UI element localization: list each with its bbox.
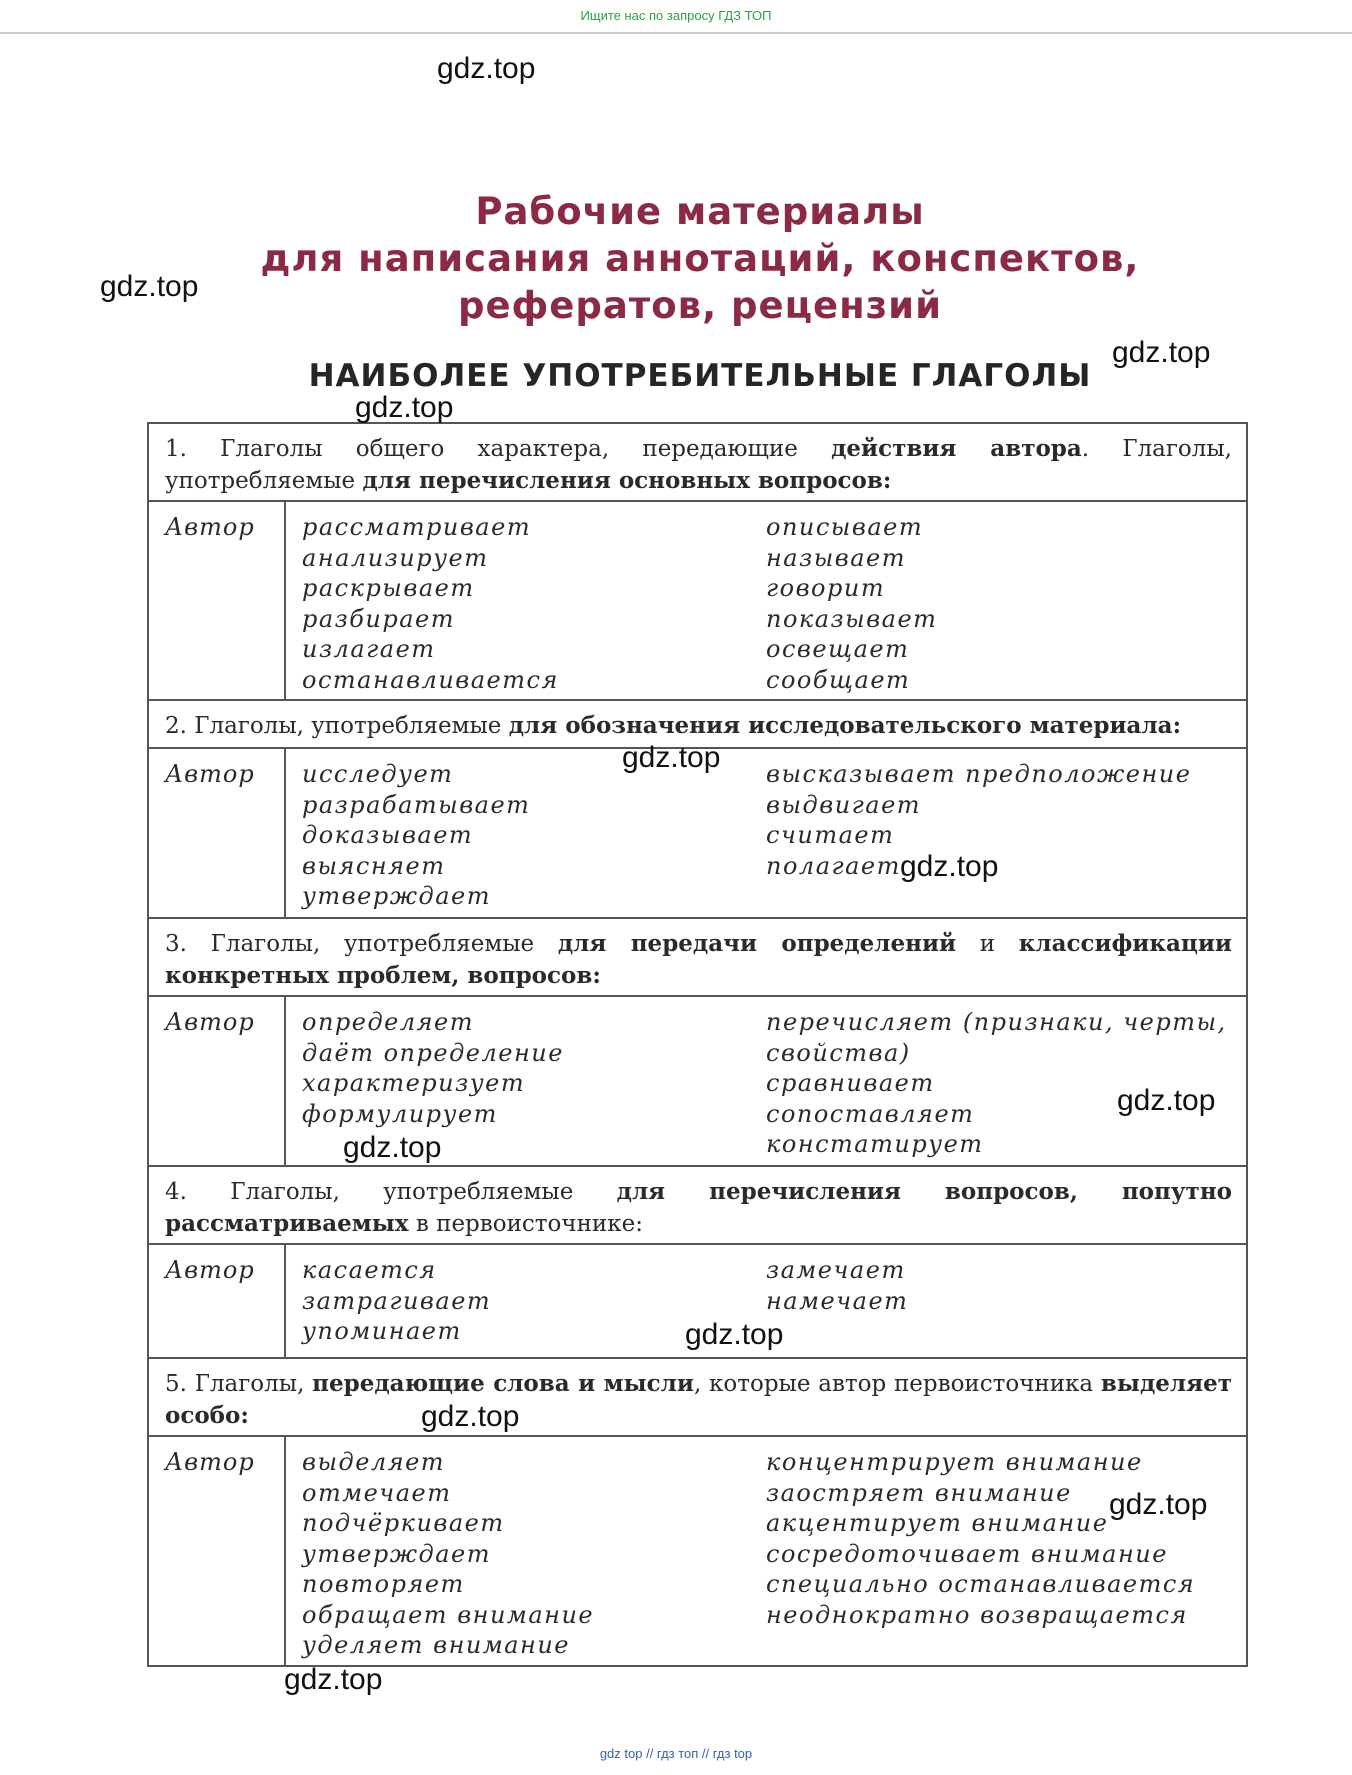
header-bold-text: выделяет особо:: [165, 1370, 1233, 1429]
verb-item: показывает: [766, 604, 938, 633]
verb-item: констатирует: [766, 1130, 984, 1158]
verb-item: исследует: [302, 760, 454, 788]
section-header: [149, 424, 1246, 502]
verb-item: формулирует: [302, 1099, 498, 1128]
top-banner-text: Ищите нас по запросу ГДЗ ТОП: [580, 8, 772, 23]
verb-column-left: [286, 1437, 766, 1665]
verb-item: высказывает предположение: [766, 760, 1192, 788]
verb-item: затрагивает: [302, 1286, 492, 1315]
author-label: Автор: [149, 997, 286, 1165]
watermark: gdz.top: [355, 391, 454, 424]
verb-item: говорит: [766, 574, 886, 602]
top-banner: [0, 0, 1352, 34]
verb-item: замечает: [766, 1256, 906, 1284]
watermark: gdz.top: [100, 270, 199, 303]
verb-item: заостряет внимание: [766, 1478, 1072, 1507]
author-label: Автор: [149, 1245, 286, 1357]
verb-item: сопоставляет: [766, 1099, 975, 1128]
header-bold-text: для обозначения исследовательского материала:: [508, 712, 1182, 739]
section-body: [149, 997, 1246, 1167]
header-text: и: [956, 931, 1019, 957]
verb-column-right: [766, 502, 1236, 699]
watermark: gdz.top: [343, 1131, 442, 1164]
verb-item: останавливается: [302, 665, 559, 694]
footer-text: gdz top // гдз топ // гдз top: [599, 1746, 753, 1761]
title-line: Рабочие материалы: [475, 190, 925, 233]
header-bold-text: для перечисления вопросов, попутно рассматриваемых: [165, 1178, 1232, 1237]
verb-item: доказывает: [302, 821, 474, 849]
section-subtitle: НАИБОЛЕЕ УПОТРЕБИТЕЛЬНЫЕ ГЛАГОЛЫ: [308, 358, 1092, 394]
verb-item: акцентирует внимание: [766, 1509, 1109, 1537]
verb-column-right: [766, 749, 1236, 917]
verb-item: повторяет: [302, 1570, 465, 1598]
verb-item: обращает внимание: [302, 1600, 595, 1629]
header-text: 4. Глаголы, употребляемые: [165, 1179, 617, 1205]
watermark: gdz.top: [622, 741, 721, 774]
watermark: gdz.top: [421, 1400, 520, 1433]
verb-item: определяет: [302, 1008, 475, 1036]
verb-item: подчёркивает: [302, 1509, 505, 1537]
section-body: [149, 502, 1246, 701]
verb-item: описывает: [766, 513, 924, 541]
verb-item: рассматривает: [302, 513, 532, 541]
author-label: Автор: [149, 1437, 286, 1665]
verb-column-left: [286, 502, 766, 699]
verb-item: полагает: [766, 851, 901, 880]
title-line: рефератов, рецензий: [457, 284, 943, 327]
section-header: [149, 919, 1246, 997]
verb-item: упоминает: [302, 1317, 462, 1345]
verb-item: перечисляет (признаки, черты,: [766, 1008, 1227, 1036]
verb-item: отмечает: [302, 1478, 452, 1507]
header-text: 5. Глаголы,: [165, 1371, 313, 1397]
header-text: 3. Глаголы, употребляемые: [165, 931, 558, 957]
verb-item: сообщает: [766, 665, 911, 694]
section-header: [149, 1167, 1246, 1245]
verb-item: анализирует: [302, 543, 489, 572]
verb-item: даёт определение: [302, 1038, 564, 1067]
verb-item: свойства): [766, 1038, 911, 1067]
verb-item: касается: [302, 1256, 437, 1284]
header-bold-text: передающие слова и мысли: [312, 1370, 694, 1397]
section-body: [149, 1437, 1246, 1665]
verb-item: разбирает: [302, 604, 455, 633]
page-title: [0, 188, 1352, 329]
verb-item: сосредоточивает внимание: [766, 1539, 1168, 1568]
verb-item: намечает: [766, 1286, 909, 1315]
watermark: gdz.top: [1112, 336, 1211, 369]
verb-item: называет: [766, 543, 906, 572]
watermark: gdz.top: [685, 1318, 784, 1351]
verb-item: характеризует: [302, 1069, 526, 1097]
author-label: Автор: [149, 502, 286, 699]
header-bold-text: действия автора: [831, 435, 1082, 462]
verb-column-right: [766, 1437, 1236, 1665]
verb-item: концентрирует внимание: [766, 1448, 1143, 1476]
verb-item: разрабатывает: [302, 790, 531, 819]
verb-item: раскрывает: [302, 574, 475, 602]
header-text: 1. Глаголы общего характера, передающие: [165, 436, 832, 462]
verb-column-right: [766, 1245, 1236, 1357]
watermark: gdz.top: [437, 52, 536, 85]
verb-item: неоднократно возвращается: [766, 1600, 1188, 1629]
header-text: 2. Глаголы, употребляемые: [165, 713, 509, 739]
verbs-table: [147, 422, 1248, 1667]
watermark: gdz.top: [1109, 1488, 1208, 1521]
verb-column-right: [766, 997, 1236, 1165]
header-bold-text: для передачи определений: [557, 930, 957, 957]
header-bold-text: классификации конкретных проблем, вопросов:: [165, 930, 1232, 989]
header-text: в первоисточнике:: [408, 1211, 643, 1237]
verb-item: считает: [766, 821, 895, 849]
verb-item: специально останавливается: [766, 1570, 1196, 1598]
author-label: Автор: [149, 749, 286, 917]
watermark: gdz.top: [1117, 1084, 1216, 1117]
watermark: gdz.top: [284, 1663, 383, 1696]
verb-item: сравнивает: [766, 1069, 935, 1097]
verb-item: выделяет: [302, 1448, 446, 1476]
verb-item: излагает: [302, 635, 436, 663]
verb-item: утверждает: [302, 882, 491, 910]
verb-item: уделяет внимание: [302, 1631, 571, 1659]
verb-item: выясняет: [302, 851, 446, 880]
header-text: , которые автор первоисточника: [693, 1371, 1101, 1397]
verb-item: освещает: [766, 635, 910, 663]
watermark: gdz.top: [900, 850, 999, 883]
header-bold-text: для перечисления основных вопросов:: [362, 467, 892, 494]
section-header: [149, 1359, 1246, 1437]
header-text: . Глаголы, употребляемые: [165, 436, 1232, 494]
verb-item: выдвигает: [766, 790, 922, 819]
verb-item: утверждает: [302, 1539, 491, 1568]
title-line: для написания аннотаций, конспектов,: [260, 237, 1140, 280]
